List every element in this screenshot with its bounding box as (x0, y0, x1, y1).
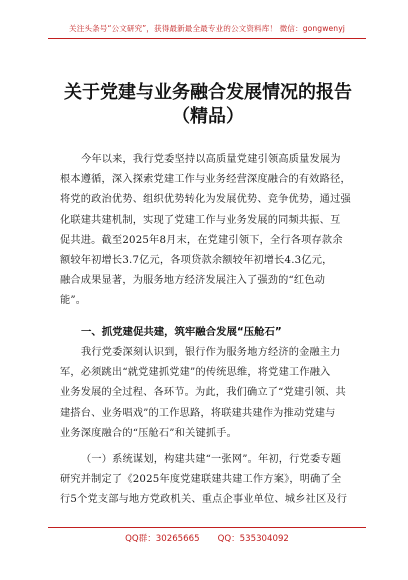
paragraph-line: 融合成果显著，为服务地方经济发展注入了强劲的“红色动 (60, 275, 326, 287)
paragraph-line: （一）系统谋划，构建共建“一张网”。年初，行党委专题 (81, 454, 342, 465)
paragraph-section1 (60, 343, 376, 444)
paragraph-subsection1 (60, 450, 376, 511)
paragraph-line: 将党的政治优势、组织优势转化为发展优势、竞争优势，通过强 (60, 194, 351, 206)
paragraph-intro (60, 150, 376, 312)
section-heading-1: 一、抓党建促共建，筑牢融合发展“压舱石” (81, 326, 282, 338)
document-subtitle: （精品） (172, 106, 244, 127)
paragraph-line: 建搭台、业务唱戏”的工作思路，将联建共建作为推动党建与 (60, 407, 336, 419)
footer-qq: QQ：535304092 (217, 534, 289, 544)
paragraph-line: 促共进。截至2025年8月末，在党建引领下，全行各项存款余 (60, 234, 343, 246)
footer-divider (48, 527, 366, 528)
footer-contact (48, 532, 366, 546)
paragraph-line: 化联建共建机制，实现了党建工作与业务发展的同频共振、互 (60, 214, 341, 226)
paragraph-line: 业务深度融合的“压舱石”和关键抓手。 (60, 427, 238, 439)
paragraph-line: 业务发展的全过程、各环节。为此，我们确立了“党建引领、共 (60, 387, 346, 399)
paragraph-line: 今年以来，我行党委坚持以高质量党建引领高质量发展为 (81, 154, 341, 165)
paragraph-line: 能”。 (60, 295, 87, 307)
header-divider (48, 38, 366, 39)
header-notice: 关注头条号“公文研究”，获得最新最全最专业的公文资料库！ 微信：gongwenyj (69, 23, 345, 33)
paragraph-line: 军，必须跳出“就党建抓党建”的传统思维，将党建工作融入 (60, 367, 331, 379)
paragraph-line: 额较年初增长3.7亿元，各项贷款余额较年初增长4.3亿元， (60, 255, 333, 267)
paragraph-line: 我行党委深刻认识到，银行作为服务地方经济的金融主力 (81, 347, 341, 358)
footer-qq-group: QQ群：30265665 (125, 534, 200, 544)
paragraph-line: 根本遵循，深入探索党建工作与业务经营深度融合的有效路径， (60, 174, 351, 186)
paragraph-line: 行5个党支部与地方党政机关、重点企事业单位、城乡社区及行 (60, 494, 348, 506)
paragraph-line: 研究并制定了《2025年度党建联建共建工作方案》，明确了全 (60, 474, 342, 486)
document-title: 关于党建与业务融合发展情况的报告 (64, 82, 352, 103)
